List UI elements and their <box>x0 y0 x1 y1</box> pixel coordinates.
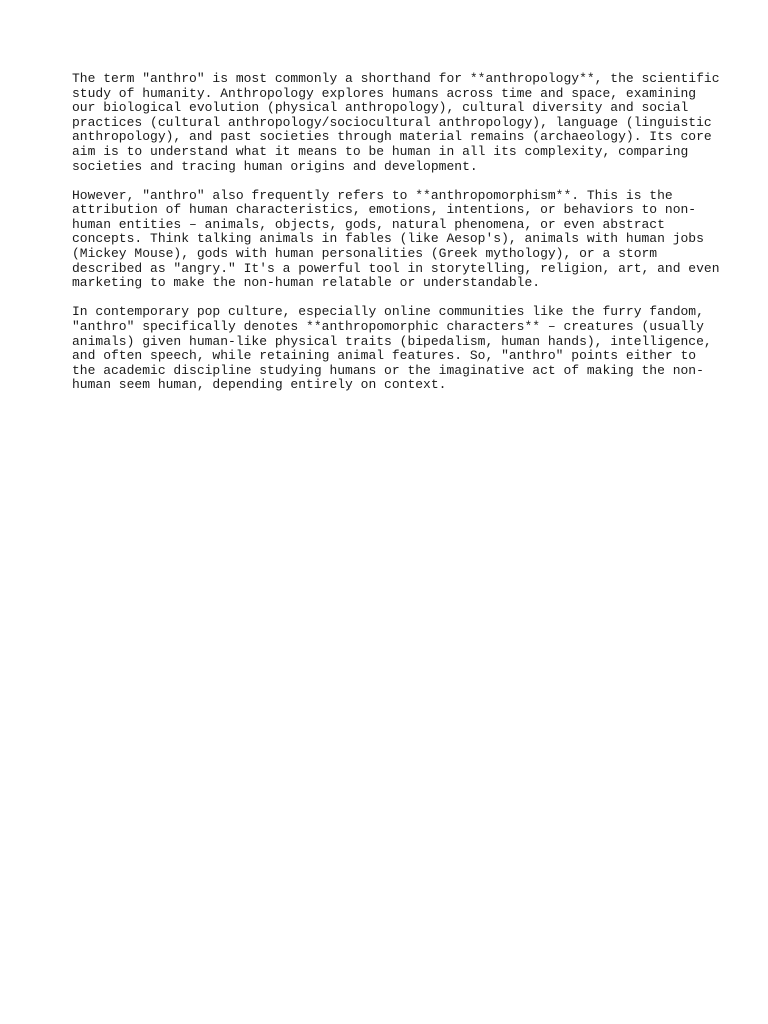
text-line: human entities – animals, objects, gods, natural phenomena, or even abstract <box>72 216 665 232</box>
paragraph-anthropomorphism <box>72 187 720 291</box>
text-line: human seem human, depending entirely on context. <box>72 377 447 393</box>
text-line: animals) given human-like physical traits (bipedalism, human hands), intelligence, <box>72 333 712 349</box>
paragraph-pop-culture <box>72 304 712 393</box>
text-line: practices (cultural anthropology/sociocultural anthropology), language (linguistic <box>72 114 712 130</box>
text-line: (Mickey Mouse), gods with human personalities (Greek mythology), or a storm <box>72 246 658 262</box>
text-line: aim is to understand what it means to be human in all its complexity, comparing <box>72 143 689 159</box>
text-line: The term "anthro" is most commonly a shorthand for **anthropology**, the scientific <box>72 71 720 86</box>
paragraph-anthropology <box>72 71 720 174</box>
text-line: study of humanity. Anthropology explores humans across time and space, examining <box>72 85 697 101</box>
text-line: attribution of human characteristics, emotions, intentions, or behaviors to non- <box>72 202 697 218</box>
text-line: described as "angry." It's a powerful tool in storytelling, religion, art, and even <box>72 260 720 276</box>
text-line: marketing to make the non-human relatable or understandable. <box>72 275 541 291</box>
text-line: the academic discipline studying humans or the imaginative act of making the non- <box>72 362 704 378</box>
text-line: anthropology), and past societies through material remains (archaeology). Its core <box>72 129 712 145</box>
text-line: However, "anthro" also frequently refers to **anthropomorphism**. This is the <box>72 187 673 203</box>
text-line: our biological evolution (physical anthropology), cultural diversity and social <box>72 100 689 116</box>
text-line: and often speech, while retaining animal features. So, "anthro" points either to <box>72 348 697 364</box>
text-line: concepts. Think talking animals in fables (like Aesop's), animals with human jobs <box>72 231 704 247</box>
text-line: societies and tracing human origins and development. <box>72 158 478 174</box>
document-body <box>72 71 720 407</box>
text-line: In contemporary pop culture, especially online communities like the furry fandom, <box>72 304 704 320</box>
text-line: "anthro" specifically denotes **anthropomorphic characters** – creatures (usually <box>72 318 704 334</box>
